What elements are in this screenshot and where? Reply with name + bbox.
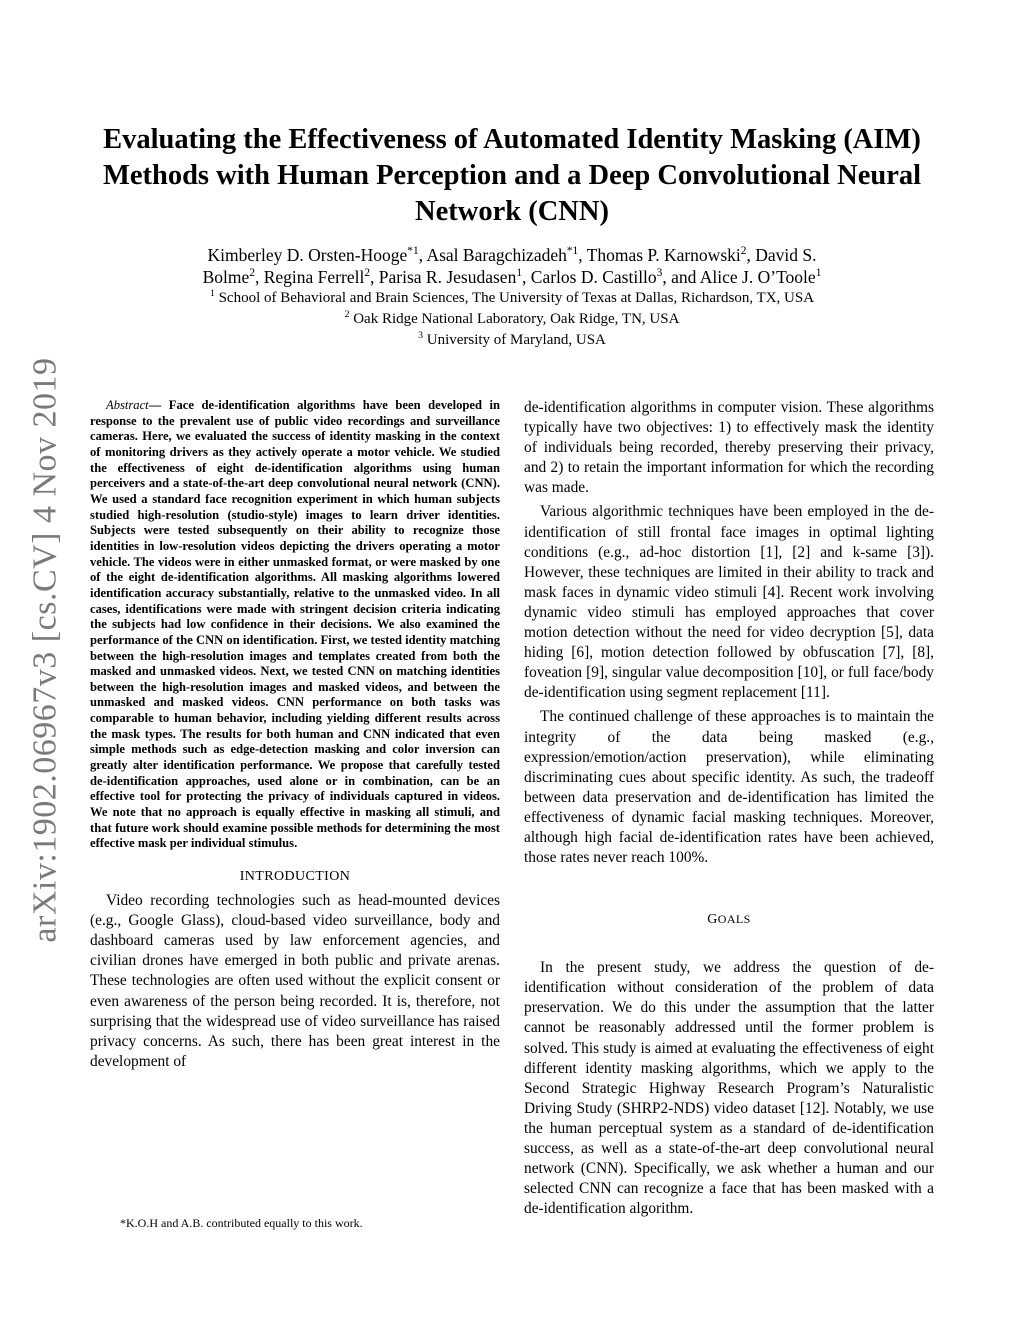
author-line: Bolme$^2$, Regina Ferrell$^2$, Parisa R. Jesudasen$^1$, Carlos D. Castillo$^3$, and Alice J. O’Toole$^1$: [202, 267, 822, 287]
left-column: [90, 398, 500, 1072]
author-block: [100, 244, 924, 351]
arxiv-id: arXiv:1902.06967v3 [cs.CV] 4 Nov 2019: [27, 357, 64, 943]
author-line: Kimberley D. Orsten-Hooge$^{*1}$, Asal Baragchizadeh$^{*1}$, Thomas P. Karnowski$^2$, David S.: [207, 245, 817, 265]
paragraph: Video recording technologies such as head-mounted devices (e.g., Google Glass), cloud-based video surveillance, body and dashboard cameras used by law enforcement agencies, and civilian drones have emerged in both public and private arenas. These technologies are often used without the explicit consent or even awareness of the person being recorded. It is, therefore, not surprising that the widespread use of video surveillance has raised privacy concerns. As such, there has been great interest in the development of: [90, 892, 500, 1070]
abstract: Abstract— Face de-identification algorithms have been developed in response to the prevalent use of public video recordings and surveillance cameras. Here, we evaluated the success of identity masking in the context of monitoring drivers as they actively operate a motor vehicle. We studied the effectiveness of eight de-identification algorithms using human perceivers and a state-of-the-art deep convolutional neural network (CNN). We used a standard face recognition experiment in which human subjects studied high-resolution (studio-style) images to learn driver identities. Subjects were tested subsequently on their ability to recognize those identities in low-resolution videos depicting the drivers operating a motor vehicle. The videos were in either unmasked format, or were masked by one of the eight de-identification algorithms. All masking algorithms lowered identification accuracy substantially, relative to the unmasked video. In all cases, identifications were made with stringent decision criteria indicating the subjects had low confidence in their decisions. We also examined the performance of the CNN on identification. First, we tested identity matching between the high-resolution images and templates created from both the masked and unmasked videos. Next, we tested CNN on matching identities between the high-resolution images and masked videos, and between the unmasked and masked videos. CNN performance on both tasks was comparable to human behavior, including yielding different results across the mask types. The results for both human and CNN indicated that even simple methods such as edge-detection masking and color inversion can greatly alter identification performance. We propose that carefully tested de-identification approaches, used alone or in combination, can be an effective tool for protecting the privacy of individuals captured in videos. We note that no approach is equally effective in masking all stimuli, and that future work should examine possible methods for determining the most effective mask per individual stimulus.: [90, 398, 500, 851]
title-line: Methods with Human Perception and a Deep Convolutional Neural: [102, 160, 922, 191]
affiliation: $^2$ Oak Ridge National Laboratory, Oak Ridge, TN, USA: [344, 309, 680, 327]
affiliation: $^1$ School of Behavioral and Brain Sciences, The University of Texas at Dallas, Richardson, TX, USA: [209, 288, 815, 306]
paragraph: In the present study, we address the question of de-identification without consideration of the problem of data preservation. We do this under the assumption that the latter cannot be reasonably addressed until the former problem is solved. This study is aimed at evaluating the effectiveness of eight different identity masking algorithms, which we apply to the Second Strategic Highway Research Program’s Naturalistic Driving Study (SHRP2-NDS) video dataset [12]. Notably, we use the human perceptual system as a standard of de-identification success, as well as a state-of-the-art deep convolutional neural network (CNN). Specifically, we ask whether a human and our selected CNN can recognize a face that has been masked with a de-identification algorithm.: [524, 959, 934, 1218]
affiliation: $^3$ University of Maryland, USA: [418, 330, 606, 348]
section-heading-goals: GOALS: [707, 912, 751, 928]
section-heading-introduction: INTRODUCTION: [239, 869, 351, 885]
title-line: Evaluating the Effectiveness of Automated Identity Masking (AIM): [103, 124, 921, 155]
right-column: [524, 398, 934, 1219]
paragraph: de-identification algorithms in computer vision. These algorithms typically have two objectives: 1) to effectively mask the identity of individuals being recorded, thereby preserving their privacy, and 2) to retain the important information for which the recording was made.: [524, 399, 934, 497]
footnote: *K.O.H and A.B. contributed equally to this work.: [120, 1216, 363, 1230]
title-line: Network (CNN): [415, 196, 609, 227]
arxiv-stamp: [26, 340, 66, 960]
paragraph: Various algorithmic techniques have been employed in the de-identification of still frontal face images in optimal lighting conditions (e.g., ad-hoc distortion [1], [2] and k-same [3]). However, these techniques are limited in their ability to track and mask faces in dynamic video stimuli [4]. Recent work involving dynamic video stimuli has employed approaches that cover motion detection without the need for video decryption [5], data hiding [6], motion detection followed by obfuscation [7], [8], foveation [9], singular value decomposition [10], or full face/body de-identification using segment replacement [11].: [524, 503, 934, 702]
paragraph: The continued challenge of these approaches is to maintain the integrity of the data being masked (e.g., expression/emotion/action preservation), while eliminating discriminating cues about specific identity. As such, the tradeoff between data preservation and de-identification has limited the effectiveness of dynamic facial masking techniques. Moreover, although high facial de-identification rates have been achieved, those rates never reach 100%.: [524, 708, 934, 867]
paper-title: [100, 122, 924, 230]
